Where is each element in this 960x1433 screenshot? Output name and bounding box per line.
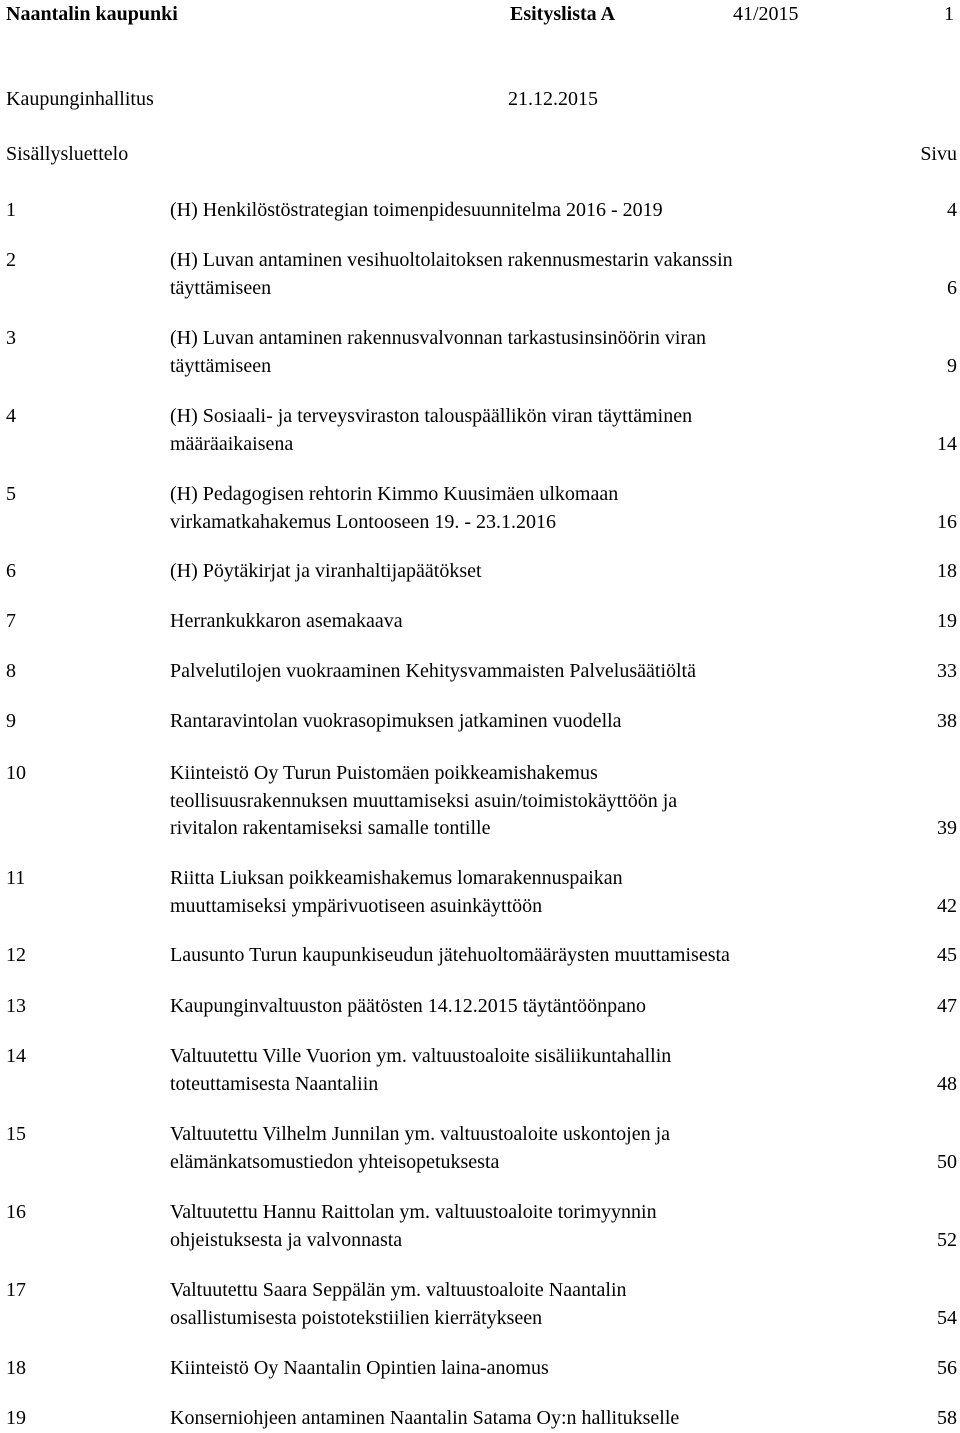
toc-entry[interactable] <box>0 403 960 458</box>
toc-entry[interactable] <box>0 1277 960 1332</box>
toc-entry-title <box>170 708 860 736</box>
toc-entry-page: 56 <box>937 1357 957 1379</box>
toc-entry[interactable] <box>0 1355 960 1383</box>
toc-entry[interactable] <box>0 481 960 536</box>
toc-entry-number: 17 <box>6 1279 26 1301</box>
toc-entry[interactable] <box>0 658 960 686</box>
toc-entry-title <box>170 1355 860 1383</box>
toc-entry-title <box>170 1043 860 1098</box>
header-number: 41/2015 <box>733 3 799 25</box>
toc-entry-number: 1 <box>6 199 16 221</box>
toc-entry-page: 45 <box>937 944 957 966</box>
toc-entry-number: 8 <box>6 660 16 682</box>
toc-entry-number: 14 <box>6 1045 26 1067</box>
toc-entry-title <box>170 942 860 970</box>
toc-entry-title-line: muuttamiseksi ympärivuotiseen asuinkäyttöön <box>170 894 543 917</box>
toc-entry[interactable] <box>0 708 960 736</box>
toc-entry-title <box>170 1405 860 1433</box>
toc-entry[interactable] <box>0 1043 960 1098</box>
toc-entry[interactable] <box>0 608 960 636</box>
toc-entry-number: 3 <box>6 327 16 349</box>
header-agenda: Esityslista A <box>510 3 616 25</box>
toc-entry-title <box>170 760 860 843</box>
toc-entry-page: 19 <box>937 610 957 632</box>
toc-entry-number: 5 <box>6 483 16 505</box>
toc-entry-title <box>170 325 860 380</box>
toc-entry-number: 4 <box>6 405 16 427</box>
toc-entry-page: 38 <box>937 710 957 732</box>
toc-entry-page: 47 <box>937 995 957 1017</box>
toc-entry-title-line: Konserniohjeen antaminen Naantalin Satama Oy:n hallitukselle <box>170 1407 680 1429</box>
toc-entry[interactable] <box>0 993 960 1021</box>
toc-entry-title-line: Valtuutettu Saara Seppälän ym. valtuustoaloite Naantalin <box>170 1279 627 1301</box>
toc-entry-number: 2 <box>6 249 16 271</box>
toc-entry-title-line: Riitta Liuksan poikkeamishakemus lomarakennuspaikan <box>170 867 623 889</box>
toc-title: Sisällysluettelo <box>6 143 129 165</box>
toc-entry-page: 16 <box>937 510 957 533</box>
toc-entry-title <box>170 658 860 686</box>
toc-entry-title <box>170 247 860 302</box>
toc-entry-title-line: Kiinteistö Oy Naantalin Opintien laina-anomus <box>170 1357 549 1379</box>
toc-entry-page: 50 <box>937 1150 957 1173</box>
toc-entry[interactable] <box>0 1199 960 1254</box>
toc-entry-title-line: toteuttamisesta Naantaliin <box>170 1072 379 1095</box>
toc-entry[interactable] <box>0 1121 960 1176</box>
toc-entry-title-line: elämänkatsomustiedon yhteisopetuksesta <box>170 1150 500 1173</box>
toc-entry-page: 58 <box>937 1407 957 1429</box>
toc-entry-title-line: teollisuusrakennuksen muuttamiseksi asuin/toimistokäyttöön ja <box>170 789 678 812</box>
toc-entry-number: 12 <box>6 944 26 966</box>
toc-entry-title <box>170 1199 860 1254</box>
header-body: Kaupunginhallitus <box>6 88 154 110</box>
toc-entry[interactable] <box>0 865 960 920</box>
toc-entry-number: 7 <box>6 610 16 632</box>
toc-entry[interactable] <box>0 760 960 843</box>
toc-entry-title-line: Valtuutettu Vilhelm Junnilan ym. valtuustoaloite uskontojen ja <box>170 1123 671 1145</box>
toc-entry-title-line: (H) Henkilöstöstrategian toimenpidesuunnitelma 2016 - 2019 <box>170 199 663 221</box>
toc-entry[interactable] <box>0 197 960 225</box>
toc-entry-page: 54 <box>937 1306 957 1329</box>
toc-entry[interactable] <box>0 942 960 970</box>
header-city: Naantalin kaupunki <box>6 3 178 25</box>
toc-entry-title <box>170 197 860 225</box>
toc-entry[interactable] <box>0 558 960 586</box>
toc-entry-number: 6 <box>6 560 16 582</box>
toc-entry-page: 48 <box>937 1072 957 1095</box>
toc-entry-number: 18 <box>6 1357 26 1379</box>
toc-entry[interactable] <box>0 1405 960 1433</box>
toc-entry-page: 33 <box>937 660 957 682</box>
toc-entry-title <box>170 993 860 1021</box>
toc-entry-title-line: rivitalon rakentamiseksi samalle tontille <box>170 817 491 839</box>
toc-entry-number: 19 <box>6 1407 26 1429</box>
header-page-number: 1 <box>944 3 954 25</box>
toc-entry-title-line: määräaikaisena <box>170 432 294 455</box>
toc-entry-number: 15 <box>6 1123 26 1145</box>
toc-entry-title-line: Herrankukkaron asemakaava <box>170 610 403 632</box>
toc-entry-title <box>170 1121 860 1176</box>
toc-entry-title <box>170 865 860 920</box>
toc-entry-title-line: Lausunto Turun kaupunkiseudun jätehuoltomääräysten muuttamisesta <box>170 944 730 966</box>
toc-entry-title-line: Valtuutettu Hannu Raittolan ym. valtuustoaloite torimyynnin <box>170 1201 657 1223</box>
toc-entry-title-line: Rantaravintolan vuokrasopimuksen jatkaminen vuodella <box>170 710 622 732</box>
toc-entry-title-line: (H) Pedagogisen rehtorin Kimmo Kuusimäen ulkomaan <box>170 483 619 505</box>
toc-entry-page: 18 <box>937 560 957 582</box>
toc-entry-title-line: (H) Pöytäkirjat ja viranhaltijapäätökset <box>170 560 482 582</box>
toc-entry-title-line: täyttämiseen <box>170 276 272 299</box>
toc-entry[interactable] <box>0 325 960 380</box>
toc-entry-number: 11 <box>6 867 26 889</box>
toc-entry-page: 6 <box>947 276 957 299</box>
toc-entry-title <box>170 403 860 458</box>
toc-entry-page: 9 <box>947 354 957 377</box>
toc-entry-page: 14 <box>937 432 957 455</box>
toc-entry-title-line: Kiinteistö Oy Turun Puistomäen poikkeamishakemus <box>170 762 598 784</box>
toc-entry-page: 39 <box>937 817 957 839</box>
toc-entry-page: 42 <box>937 894 957 917</box>
toc-entry-title-line: täyttämiseen <box>170 354 272 377</box>
toc-page-heading: Sivu <box>920 143 957 165</box>
toc-entry-title-line: (H) Luvan antaminen rakennusvalvonnan tarkastusinsinöörin viran <box>170 327 706 349</box>
toc-entry-page: 52 <box>937 1228 957 1251</box>
toc-entry[interactable] <box>0 247 960 302</box>
toc-entry-title <box>170 608 860 636</box>
toc-entry-title-line: (H) Luvan antaminen vesihuoltolaitoksen rakennusmestarin vakanssin <box>170 249 733 271</box>
toc-entry-title <box>170 558 860 586</box>
toc-entry-number: 9 <box>6 710 16 732</box>
toc-entry-number: 16 <box>6 1201 26 1223</box>
toc-entry-title-line: Palvelutilojen vuokraaminen Kehitysvammaisten Palvelusäätiöltä <box>170 660 696 682</box>
toc-entry-title-line: Kaupunginvaltuuston päätösten 14.12.2015 täytäntöönpano <box>170 995 647 1017</box>
toc-entry-number: 13 <box>6 995 26 1017</box>
toc-entry-number: 10 <box>6 762 26 784</box>
toc-entry-title-line: osallistumisesta poistotekstiilien kierrätykseen <box>170 1306 543 1329</box>
toc-entry-title-line: Valtuutettu Ville Vuorion ym. valtuustoaloite sisäliikuntahallin <box>170 1045 672 1067</box>
toc-entry-page: 4 <box>947 199 957 221</box>
toc-entry-title-line: ohjeistuksesta ja valvonnasta <box>170 1228 403 1251</box>
toc-entry-title-line: (H) Sosiaali- ja terveysviraston talouspäällikön viran täyttäminen <box>170 405 693 427</box>
header-date: 21.12.2015 <box>508 88 598 110</box>
toc-entry-title <box>170 481 860 536</box>
toc-entry-title-line: virkamatkahakemus Lontooseen 19. - 23.1.2016 <box>170 510 557 533</box>
toc-entry-title <box>170 1277 860 1332</box>
